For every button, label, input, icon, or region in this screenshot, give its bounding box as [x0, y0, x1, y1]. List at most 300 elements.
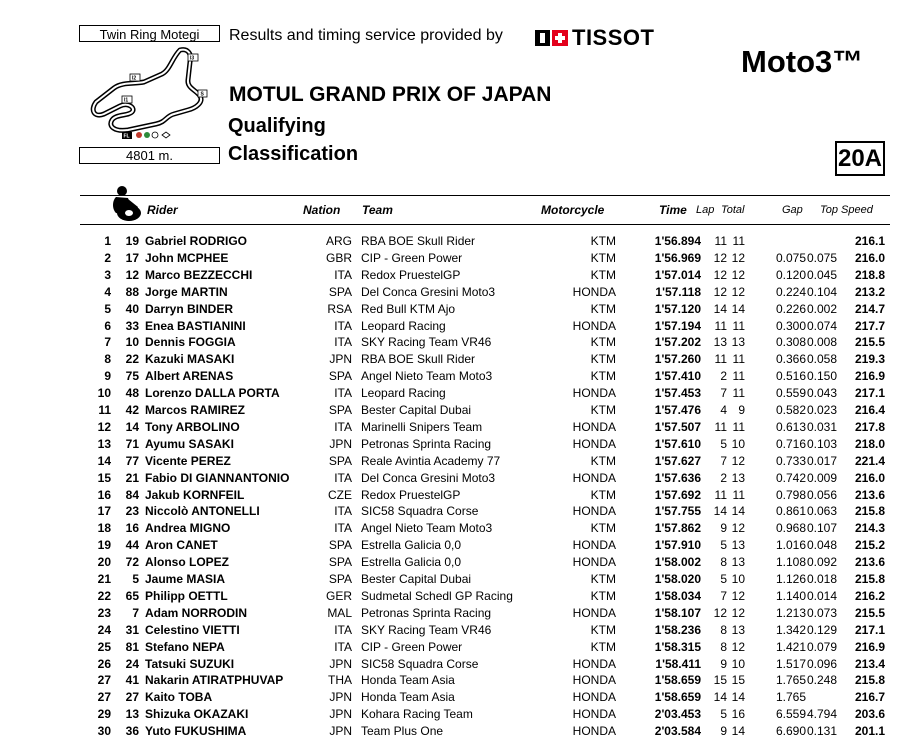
cell-rider-name: Vicente PEREZ — [145, 453, 231, 468]
cell-rider-name: Jaume MASIA — [145, 572, 226, 586]
cell-rider-name: Stefano NEPA — [145, 639, 225, 654]
cell-rider-number: 17 — [125, 250, 139, 265]
cell-rider-name: Marcos RAMIREZ — [145, 403, 246, 417]
cell-top-speed: 213.4 — [854, 656, 885, 671]
cell-gap-to-previous: 0.017 — [806, 453, 837, 468]
table-row — [0, 471, 923, 488]
cell-gap-to-first: 1.421 — [775, 639, 806, 654]
cell-motorcycle: KTM — [590, 403, 616, 417]
cell-position: 15 — [97, 470, 111, 485]
cell-team-name: Del Conca Gresini Moto3 — [361, 470, 496, 485]
cell-best-lap-number: 2 — [720, 369, 727, 384]
cell-total-laps: 10 — [731, 436, 745, 451]
cell-motorcycle: KTM — [590, 622, 616, 637]
cell-gap-to-previous: 0.131 — [806, 724, 837, 739]
cell-best-lap-number: 5 — [720, 436, 727, 451]
cell-nation: JPN — [329, 690, 352, 705]
cell-total-laps: 11 — [732, 234, 745, 248]
cell-team-name: SKY Racing Team VR46 — [361, 622, 492, 637]
cell-team-name: CIP - Green Power — [361, 250, 463, 265]
cell-top-speed: 201.1 — [854, 724, 885, 739]
table-row — [0, 285, 923, 302]
cell-gap-to-previous: 0.031 — [806, 419, 837, 434]
class-name: Moto3™ — [741, 44, 864, 79]
cell-motorcycle: KTM — [590, 301, 616, 316]
cell-total-laps: 12 — [731, 267, 745, 282]
cell-rider-name: Kaito TOBA — [145, 690, 213, 705]
table-row — [0, 352, 923, 369]
cell-rider-name: Alonso LOPEZ — [145, 555, 229, 570]
cell-motorcycle: HONDA — [572, 673, 616, 688]
cell-rider-number: 40 — [125, 301, 139, 316]
cell-gap-to-previous: 0.073 — [806, 605, 837, 620]
cell-total-laps: 11 — [732, 487, 745, 502]
cell-rider-name: Albert ARENAS — [145, 369, 234, 384]
cell-total-laps: 14 — [731, 724, 745, 739]
marker-i2-label: I2 — [132, 75, 137, 82]
table-row — [0, 572, 923, 589]
cell-rider-name: Enea BASTIANINI — [145, 318, 246, 333]
cell-total-laps: 14 — [731, 504, 745, 519]
cell-total-laps: 11 — [732, 419, 745, 434]
cell-position: 12 — [97, 419, 111, 434]
cell-team-name: Leopard Racing — [361, 386, 446, 401]
cell-gap-to-previous: 0.107 — [806, 521, 837, 536]
tissot-logo-text: TISSOT — [572, 25, 655, 50]
cell-gap-to-previous: 0.002 — [806, 301, 837, 316]
table-row — [0, 268, 923, 285]
cell-gap-to-first: 0.300 — [775, 318, 806, 333]
cell-rider-number: 23 — [125, 504, 139, 519]
table-row — [0, 437, 923, 454]
cell-gap-to-previous: 0.048 — [806, 538, 837, 553]
cell-rider-name: John MCPHEE — [145, 250, 229, 265]
cell-total-laps: 13 — [731, 538, 745, 553]
cell-motorcycle: KTM — [590, 369, 616, 384]
cell-position: 29 — [97, 707, 111, 722]
cell-total-laps: 13 — [731, 470, 745, 485]
cell-top-speed: 216.9 — [854, 369, 885, 384]
cell-team-name: SIC58 Squadra Corse — [361, 504, 479, 519]
cell-team-name: Leopard Racing — [361, 318, 446, 333]
cell-top-speed: 214.7 — [854, 301, 885, 316]
cell-gap-to-previous: 0.092 — [806, 555, 837, 570]
cell-best-lap-number: 2 — [720, 470, 727, 485]
cell-motorcycle: HONDA — [572, 538, 616, 553]
cell-nation: JPN — [329, 656, 352, 671]
table-row — [0, 403, 923, 420]
cell-top-speed: 215.5 — [854, 335, 885, 350]
cell-rider-number: 27 — [125, 690, 139, 705]
cell-team-name: Redox PruestelGP — [361, 487, 461, 502]
cell-rider-number: 72 — [125, 555, 139, 570]
table-row — [0, 657, 923, 674]
cell-rider-number: 16 — [125, 521, 139, 536]
cell-best-lap-number: 5 — [720, 707, 727, 722]
cell-rider-number: 21 — [125, 470, 139, 485]
cell-rider-number: 36 — [125, 724, 139, 739]
cell-total-laps: 14 — [731, 690, 745, 705]
cell-best-lap-number: 14 — [713, 504, 727, 519]
cell-gap-to-first: 0.742 — [775, 470, 806, 485]
cell-rider-name: Yuto FUKUSHIMA — [145, 724, 247, 739]
cell-best-lap-time: 1'57.627 — [654, 453, 701, 468]
cell-nation: JPN — [329, 436, 352, 451]
cell-gap-to-previous: 0.129 — [806, 622, 837, 637]
cell-gap-to-first: 6.690 — [775, 724, 806, 739]
cell-rider-name: Gabriel RODRIGO — [145, 234, 248, 248]
cell-total-laps: 12 — [731, 284, 745, 299]
table-row — [0, 386, 923, 403]
cell-rider-number: 71 — [125, 436, 139, 451]
cell-best-lap-number: 11 — [714, 352, 727, 367]
cell-best-lap-number: 8 — [720, 639, 727, 654]
cell-total-laps: 16 — [731, 707, 745, 722]
cell-best-lap-number: 11 — [714, 234, 727, 248]
table-row — [0, 606, 923, 623]
cell-rider-name: Jakub KORNFEIL — [145, 487, 245, 502]
column-header-motorcycle: Motorcycle — [541, 203, 605, 217]
cell-position: 4 — [104, 284, 111, 299]
cell-rider-name: Philipp OETTL — [145, 588, 228, 603]
sector-dot-green — [144, 132, 150, 138]
cell-gap-to-previous: 0.058 — [806, 352, 837, 367]
cell-total-laps: 10 — [731, 572, 745, 586]
cell-top-speed: 216.1 — [854, 234, 885, 248]
cell-best-lap-time: 1'56.969 — [654, 250, 701, 265]
cell-nation: ARG — [325, 234, 352, 248]
cell-best-lap-time: 1'57.118 — [655, 284, 701, 299]
cell-top-speed: 203.6 — [854, 707, 885, 722]
cell-top-speed: 213.2 — [854, 284, 885, 299]
cell-top-speed: 217.1 — [854, 622, 885, 637]
cell-rider-name: Niccolò ANTONELLI — [145, 504, 260, 519]
cell-top-speed: 215.8 — [854, 572, 885, 586]
cell-motorcycle: HONDA — [572, 386, 616, 401]
cell-rider-number: 75 — [125, 369, 139, 384]
cell-rider-name: Nakarin ATIRATPHUVAP — [145, 673, 284, 688]
cell-top-speed: 221.4 — [854, 453, 885, 468]
cell-rider-number: 13 — [125, 707, 139, 722]
cell-nation: THA — [328, 673, 352, 688]
cell-motorcycle: HONDA — [572, 707, 616, 722]
cell-gap-to-first: 0.366 — [775, 352, 806, 367]
cell-gap-to-first: 0.733 — [775, 453, 806, 468]
cell-gap-to-previous: 4.794 — [806, 707, 837, 722]
cell-rider-name: Adam NORRODIN — [145, 605, 248, 620]
cell-rider-number: 12 — [125, 267, 139, 282]
cell-best-lap-number: 7 — [720, 453, 727, 468]
cell-nation: SPA — [328, 369, 352, 384]
cell-motorcycle: KTM — [590, 487, 616, 502]
cell-motorcycle: KTM — [590, 250, 616, 265]
cell-total-laps: 12 — [731, 453, 745, 468]
cell-rider-number: 19 — [125, 234, 139, 248]
cell-team-name: CIP - Green Power — [361, 639, 463, 654]
cell-total-laps: 11 — [732, 369, 745, 384]
cell-rider-name: Dennis FOGGIA — [145, 335, 236, 350]
cell-team-name: Red Bull KTM Ajo — [361, 301, 456, 316]
cell-top-speed: 215.5 — [854, 605, 885, 620]
table-header-bottom-rule — [80, 224, 890, 225]
cell-top-speed: 214.3 — [854, 521, 885, 536]
cell-best-lap-time: 1'57.636 — [654, 470, 701, 485]
cell-best-lap-time: 1'57.260 — [654, 352, 701, 367]
column-header-time: Time — [659, 203, 687, 217]
cell-best-lap-number: 9 — [720, 656, 727, 671]
cell-motorcycle: HONDA — [572, 318, 616, 333]
cell-rider-number: 84 — [125, 487, 139, 502]
cell-position: 25 — [97, 639, 111, 654]
cell-nation: SPA — [328, 555, 352, 570]
event-title: MOTUL GRAND PRIX OF JAPAN — [229, 83, 552, 106]
cell-nation: CZE — [328, 487, 352, 502]
cell-position: 19 — [97, 538, 111, 553]
cell-nation: ITA — [334, 419, 352, 434]
cell-motorcycle: HONDA — [572, 555, 616, 570]
cell-position: 8 — [104, 352, 111, 367]
cell-total-laps: 14 — [731, 301, 745, 316]
cell-rider-number: 88 — [125, 284, 139, 299]
cell-gap-to-first: 0.516 — [775, 369, 806, 384]
cell-gap-to-first: 0.308 — [775, 335, 806, 350]
cell-rider-number: 42 — [125, 403, 139, 417]
sector-dot-red — [136, 132, 142, 138]
cell-nation: JPN — [329, 707, 352, 722]
cell-motorcycle: HONDA — [572, 284, 616, 299]
cell-team-name: Angel Nieto Team Moto3 — [361, 369, 493, 384]
cell-team-name: Redox PruestelGP — [361, 267, 461, 282]
cell-best-lap-time: 1'57.014 — [654, 267, 701, 282]
cell-team-name: Team Plus One — [361, 724, 444, 739]
cell-nation: ITA — [334, 335, 352, 350]
cell-team-name: Petronas Sprinta Racing — [361, 605, 492, 620]
cell-nation: JPN — [329, 352, 352, 367]
cell-best-lap-time: 1'56.894 — [654, 234, 701, 248]
cell-gap-to-first: 0.120 — [775, 267, 806, 282]
cell-motorcycle: KTM — [590, 639, 616, 654]
cell-gap-to-first: 0.798 — [775, 487, 806, 502]
cell-rider-name: Tatsuki SUZUKI — [145, 656, 235, 671]
cell-team-name: RBA BOE Skull Rider — [361, 352, 476, 367]
cell-nation: SPA — [328, 572, 352, 586]
cell-position: 2 — [104, 250, 111, 265]
cell-gap-to-previous: 0.104 — [806, 284, 837, 299]
marker-fl-label: FL — [123, 133, 130, 140]
cell-gap-to-first: 1.140 — [775, 588, 806, 603]
cell-nation: ITA — [334, 386, 352, 401]
cell-best-lap-number: 12 — [713, 284, 727, 299]
document-type: Classification — [228, 143, 359, 165]
cell-gap-to-first: 1.108 — [775, 555, 806, 570]
cell-total-laps: 11 — [732, 352, 745, 367]
cell-gap-to-previous: 0.014 — [806, 588, 837, 603]
cell-nation: SPA — [328, 284, 352, 299]
cell-best-lap-time: 1'57.507 — [654, 419, 701, 434]
cell-gap-to-first: 0.559 — [775, 386, 806, 401]
document-code: 20A — [835, 141, 885, 176]
cell-position: 26 — [97, 656, 111, 671]
cell-gap-to-first: 0.582 — [775, 403, 806, 417]
cell-gap-to-first: 6.559 — [775, 707, 806, 722]
cell-total-laps: 11 — [732, 386, 745, 401]
table-row — [0, 724, 923, 741]
table-row — [0, 640, 923, 657]
cell-rider-number: 41 — [125, 673, 139, 688]
cell-best-lap-number: 14 — [713, 690, 727, 705]
cell-total-laps: 10 — [731, 656, 745, 671]
table-row — [0, 454, 923, 471]
cell-gap-to-previous: 0.103 — [806, 436, 837, 451]
cell-rider-name: Andrea MIGNO — [145, 521, 231, 536]
cell-gap-to-previous: 0.018 — [806, 572, 837, 586]
cell-gap-to-previous: 0.043 — [806, 386, 837, 401]
cell-motorcycle: HONDA — [572, 436, 616, 451]
cell-nation: GBR — [325, 250, 352, 265]
table-row — [0, 234, 923, 251]
cell-best-lap-time: 1'57.120 — [654, 301, 701, 316]
column-header-rider: Rider — [147, 203, 178, 217]
cell-nation: ITA — [334, 504, 352, 519]
cell-gap-to-previous: 0.079 — [806, 639, 837, 654]
cell-best-lap-time: 1'57.755 — [654, 504, 701, 519]
cell-top-speed: 216.7 — [854, 690, 885, 705]
cell-motorcycle: HONDA — [572, 656, 616, 671]
cell-top-speed: 217.8 — [854, 419, 885, 434]
cell-best-lap-number: 5 — [720, 572, 727, 586]
cell-position: 17 — [97, 504, 111, 519]
cell-motorcycle: HONDA — [572, 470, 616, 485]
cell-top-speed: 217.1 — [854, 386, 885, 401]
table-row — [0, 538, 923, 555]
table-row — [0, 369, 923, 386]
cell-best-lap-number: 8 — [720, 622, 727, 637]
cell-gap-to-first: 0.968 — [775, 521, 806, 536]
cell-team-name: SKY Racing Team VR46 — [361, 335, 492, 350]
cell-gap-to-first: 0.075 — [775, 250, 806, 265]
cell-total-laps: 9 — [738, 403, 745, 417]
table-row — [0, 335, 923, 352]
cell-position: 1 — [104, 234, 111, 248]
cell-best-lap-number: 11 — [714, 318, 727, 333]
table-row — [0, 673, 923, 690]
cell-best-lap-number: 9 — [720, 521, 727, 536]
cell-top-speed: 215.2 — [854, 538, 885, 553]
cell-best-lap-number: 12 — [713, 605, 727, 620]
cell-rider-number: 24 — [125, 656, 139, 671]
cell-rider-name: Jorge MARTIN — [145, 284, 228, 299]
cell-best-lap-time: 1'57.194 — [654, 318, 701, 333]
session-name: Qualifying — [228, 115, 326, 137]
tissot-logo-icon — [535, 28, 569, 48]
column-header-top-speed: Top Speed — [820, 204, 873, 216]
column-header-total: Total — [721, 204, 745, 216]
cell-best-lap-time: 1'57.610 — [654, 436, 701, 451]
cell-best-lap-time: 1'57.910 — [654, 538, 701, 553]
cell-rider-name: Aron CANET — [145, 538, 218, 553]
cell-gap-to-previous: 0.045 — [806, 267, 837, 282]
cell-best-lap-number: 11 — [714, 419, 727, 434]
cell-nation: SPA — [328, 538, 352, 553]
cell-position: 27 — [97, 673, 111, 688]
cell-position: 7 — [104, 335, 111, 350]
cell-rider-number: 33 — [125, 318, 139, 333]
cell-nation: ITA — [334, 267, 352, 282]
cell-nation: RSA — [327, 301, 352, 316]
cell-top-speed: 215.8 — [854, 504, 885, 519]
cell-position: 14 — [97, 453, 111, 468]
cell-motorcycle: HONDA — [572, 605, 616, 620]
cell-position: 27 — [97, 690, 111, 705]
cell-position: 16 — [97, 487, 111, 502]
cell-position: 23 — [97, 605, 111, 620]
cell-motorcycle: KTM — [590, 267, 616, 282]
cell-team-name: Sudmetal Schedl GP Racing — [361, 588, 513, 603]
table-row — [0, 504, 923, 521]
cell-motorcycle: KTM — [590, 572, 616, 586]
sector-dot-white — [152, 132, 158, 138]
table-row — [0, 589, 923, 606]
cell-rider-number: 7 — [132, 605, 139, 620]
cell-best-lap-number: 15 — [713, 673, 727, 688]
cell-top-speed: 216.0 — [854, 250, 885, 265]
cell-gap-to-first: 0.224 — [775, 284, 806, 299]
circuit-length: 4801 m. — [79, 147, 220, 164]
cell-top-speed: 213.6 — [854, 487, 885, 502]
table-row — [0, 707, 923, 724]
cell-rider-number: 10 — [125, 335, 139, 350]
cell-nation: JPN — [329, 724, 352, 739]
circuit-map — [84, 44, 216, 144]
cell-best-lap-time: 2'03.453 — [654, 707, 701, 722]
finish-line-icon — [162, 132, 170, 138]
cell-top-speed: 218.0 — [854, 436, 885, 451]
cell-best-lap-number: 7 — [720, 588, 727, 603]
cell-best-lap-number: 14 — [713, 301, 727, 316]
cell-gap-to-previous: 0.063 — [806, 504, 837, 519]
cell-gap-to-first: 0.861 — [775, 504, 806, 519]
cell-team-name: Petronas Sprinta Racing — [361, 436, 492, 451]
cell-position: 10 — [97, 386, 111, 401]
cell-best-lap-time: 1'58.107 — [654, 605, 701, 620]
marker-i1-label: I1 — [124, 97, 129, 104]
cell-total-laps: 15 — [731, 673, 745, 688]
cell-best-lap-time: 1'57.202 — [654, 335, 701, 350]
cell-top-speed: 215.8 — [854, 673, 885, 688]
cell-gap-to-previous: 0.150 — [806, 369, 837, 384]
cell-team-name: RBA BOE Skull Rider — [361, 234, 476, 248]
cell-position: 13 — [97, 436, 111, 451]
cell-total-laps: 13 — [731, 622, 745, 637]
cell-total-laps: 12 — [731, 605, 745, 620]
cell-best-lap-number: 5 — [720, 538, 727, 553]
cell-team-name: Estrella Galicia 0,0 — [361, 555, 462, 570]
cell-rider-number: 77 — [125, 453, 139, 468]
cell-position: 20 — [97, 555, 111, 570]
motorcycle-rider-icon — [108, 185, 144, 223]
cell-gap-to-first: 1.342 — [775, 622, 806, 637]
cell-best-lap-time: 1'58.315 — [654, 639, 701, 654]
cell-nation: SPA — [328, 453, 352, 468]
cell-best-lap-number: 12 — [713, 267, 727, 282]
cell-motorcycle: KTM — [590, 521, 616, 536]
cell-best-lap-time: 1'57.692 — [654, 487, 701, 502]
cell-position: 3 — [104, 267, 111, 282]
cell-best-lap-time: 1'58.020 — [654, 572, 701, 586]
table-header-top-rule — [80, 195, 890, 196]
cell-motorcycle: KTM — [590, 352, 616, 367]
cell-position: 9 — [104, 369, 111, 384]
